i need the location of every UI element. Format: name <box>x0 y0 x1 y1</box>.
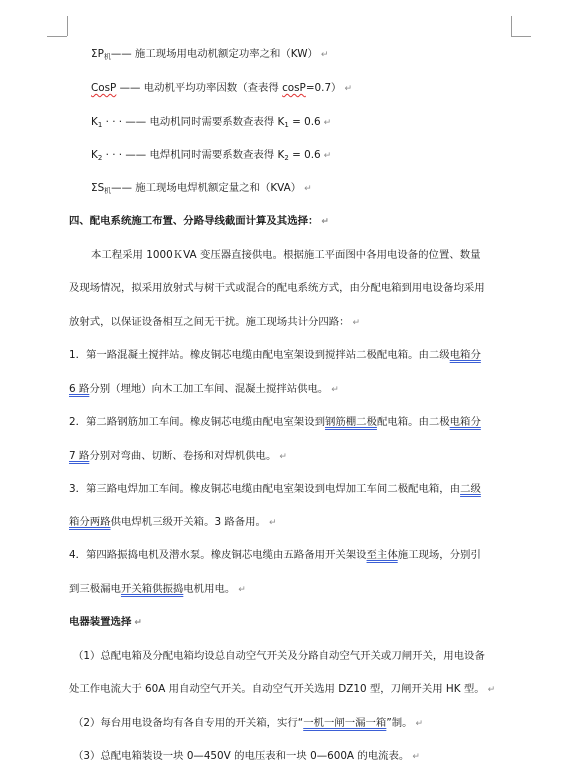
route-2-line-1 <box>69 415 481 429</box>
k1-sub2: 1 <box>284 121 289 129</box>
device-3-text: （3）总配电箱装设一块 0—450V 的电压表和一块 0—600A 的电流表。 <box>73 750 410 762</box>
route-1-line-1 <box>69 348 481 362</box>
route-3-text-a: 3．第三路电焊加工车间。橡皮铜芯电缆由配电室架设到电焊加工车间二极配电箱，由 <box>69 483 461 495</box>
formula-sp <box>91 47 328 64</box>
paragraph-mark: ↵ <box>321 217 329 227</box>
intro-line-3 <box>69 315 360 330</box>
route-1-text-b: 分别（埋地）向木工加工车间、混凝土搅拌站供电。 <box>89 383 329 395</box>
device-2-text-b: ”制。 <box>386 717 413 729</box>
ss-symbol: ΣS <box>91 182 105 194</box>
paragraph-mark: ↵ <box>352 318 361 328</box>
paragraph-mark: ↵ <box>331 385 339 395</box>
cosp-text: —— 电动机平均功率因数（查表得 <box>116 82 283 94</box>
cosp-end: =0.7） <box>305 82 342 94</box>
device-2-line <box>73 716 423 731</box>
paragraph-mark: ↵ <box>304 184 312 194</box>
route-3-underlined-b: 箱分两路 <box>69 516 111 528</box>
paragraph-mark: ↵ <box>134 618 142 628</box>
cosp-value: cosP <box>282 82 306 94</box>
route-4-line-1 <box>69 548 481 562</box>
k1-sub: 1 <box>97 121 103 129</box>
k2-symbol: K <box>91 149 98 161</box>
device-1-line-2 <box>69 682 495 697</box>
section-heading-text: 四、配电系统施工布置、分路导线截面计算及其选择： <box>69 215 319 227</box>
k1-text: · · · —— 电动机同时需要系数查表得 K <box>102 116 285 128</box>
route-3-line-1 <box>69 482 481 496</box>
paragraph-mark: ↵ <box>279 452 287 462</box>
route-1-line-2 <box>69 382 339 397</box>
intro-line-2-text: 及现场情况，拟采用放射式与树干式或混合的配电系统方式，由分配电箱到用电设备均采用 <box>69 282 485 294</box>
route-4-text-a2: 施工现场，分别引 <box>397 549 481 561</box>
device-heading-text: 电器装置选择 <box>69 616 132 628</box>
route-4-text-b2: 电机用电。 <box>183 583 236 595</box>
cosp-symbol: CosP <box>91 82 117 94</box>
section-heading <box>69 214 329 229</box>
route-4-text-a: 4．第四路振捣电机及潜水泵。橡皮铜芯电缆由五路备用开关架设 <box>69 549 367 561</box>
route-3-underlined-a: 二级 <box>460 483 481 495</box>
intro-line-1 <box>91 248 481 262</box>
route-4-text-b: 到三极漏电 <box>69 583 121 595</box>
sp-text: —— 施工现场用电动机额定功率之和（KW） <box>110 48 318 60</box>
formula-ss <box>91 181 312 198</box>
k2-text: · · · —— 电焊机同时需要系数查表得 K <box>102 149 285 161</box>
ss-sub: 机 <box>104 187 112 195</box>
intro-line-2 <box>69 281 485 295</box>
device-2-underlined: 一机一闸一漏一箱 <box>303 717 387 729</box>
route-2-underlined-b: 7 路 <box>69 450 90 462</box>
intro-line-1-text: 本工程采用 1000ＫVA 变压器直接供电。根据施工平面图中各用电设备的位置、数量 <box>91 249 481 261</box>
formula-cosp <box>91 81 352 96</box>
device-1-text-b: 处工作电流大于 60A 用自动空气开关。自动空气开关选用 DZ10 型，刀闸开关用 HK 型。 <box>69 683 485 695</box>
device-1-text-a: （1）总配电箱及分配电箱均设总自动空气开关及分路自动空气开关或刀闸开关，用电设备 <box>73 650 485 662</box>
device-heading <box>69 615 142 630</box>
k2-sub: 2 <box>97 154 103 162</box>
device-1-line-1 <box>73 649 485 663</box>
paragraph-mark: ↵ <box>238 585 246 595</box>
paragraph-mark: ↵ <box>268 518 277 528</box>
paragraph-mark: ↵ <box>415 719 424 729</box>
corner-mark-top-left <box>67 16 68 36</box>
route-4-line-2 <box>69 582 246 597</box>
paragraph-mark: ↵ <box>323 118 332 128</box>
paragraph-mark: ↵ <box>487 685 496 695</box>
route-3-line-2 <box>69 515 277 530</box>
corner-mark-top-right-h <box>511 36 531 37</box>
sp-sub: 机 <box>103 53 111 61</box>
route-2-underlined-a2: 电箱分 <box>449 416 481 428</box>
sp-symbol: ΣP <box>91 48 104 60</box>
k2-end: = 0.6 <box>288 149 321 161</box>
route-1-underlined-a: 电箱分 <box>449 349 481 361</box>
k1-symbol: K <box>91 116 98 128</box>
paragraph-mark: ↵ <box>323 151 332 161</box>
corner-mark-top-left-h <box>47 36 67 37</box>
k2-sub2: 2 <box>284 154 289 162</box>
route-2-line-2 <box>69 449 287 464</box>
k1-end: = 0.6 <box>288 116 321 128</box>
intro-line-3-text: 放射式，以保证设备相互之间无干扰。施工现场共计分四路： <box>69 316 350 328</box>
route-2-underlined-a: 钢筋棚二极 <box>324 416 377 428</box>
ss-text: —— 施工现场电焊机额定量之和（KVA） <box>111 182 302 194</box>
route-4-underlined-a: 至主体 <box>366 549 398 561</box>
route-2-text-b: 分别对弯曲、切断、卷扬和对焊机供电。 <box>89 450 277 462</box>
route-2-text-a: 2．第二路钢筋加工车间。橡皮铜芯电缆由配电室架设到 <box>69 416 325 428</box>
corner-mark-top-right <box>511 16 512 36</box>
route-1-text-a: 1．第一路混凝土搅拌站。橡皮铜芯电缆由配电室架设到搅拌站二极配电箱。由二级 <box>69 349 450 361</box>
device-3-line <box>73 749 420 764</box>
paragraph-mark: ↵ <box>412 752 420 762</box>
formula-k2 <box>91 148 331 165</box>
route-2-text-a2: 配电箱。由二极 <box>376 416 450 428</box>
route-4-underlined-b: 开关箱供振捣 <box>120 583 184 595</box>
paragraph-mark: ↵ <box>320 50 329 60</box>
formula-k1 <box>91 115 331 132</box>
paragraph-mark: ↵ <box>344 84 352 94</box>
device-2-text-a: （2）每台用电设备均有各自专用的开关箱，实行“ <box>73 717 304 729</box>
route-1-underlined-b: 6 路 <box>69 383 90 395</box>
route-3-text-b: 供电焊机三级开关箱。3 路备用。 <box>110 516 266 528</box>
